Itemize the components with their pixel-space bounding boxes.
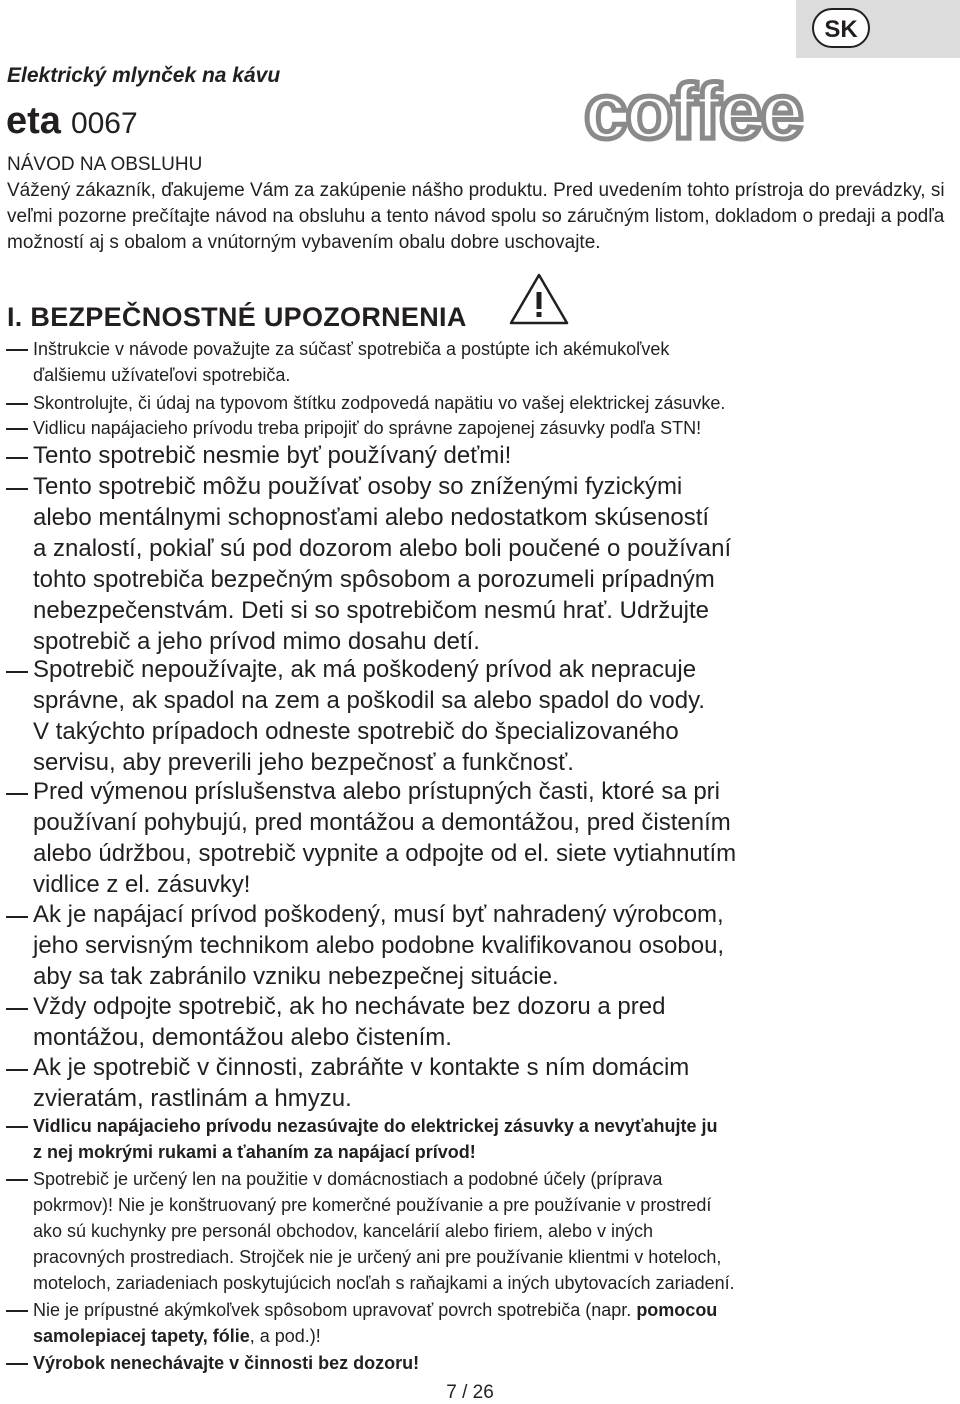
item-text: Spotrebič nepoužívajte, ak má poškodený prívod ak nepracuje správne, ak spadol na zem a poškodil sa alebo spadol do vody. V takýchto prípadoch odneste spotrebič do špecializovaného servisu, aby preverili jeho bezpečnosť a funkčnosť. — [33, 656, 705, 776]
dash-bullet — [6, 488, 28, 490]
item-text: Vidlicu napájacieho prívodu treba pripojiť do správne zapojenej zásuvky podľa STN! — [33, 418, 702, 438]
language-badge: SK — [812, 8, 870, 48]
brand-name: eta — [6, 100, 61, 142]
dash-bullet — [6, 1126, 28, 1128]
item-text: Vidlicu napájacieho prívodu nezasúvajte do elektrickej zásuvky a nevyťahujte ju z nej mokrými rukami a ťahaním za napájací prívod! — [33, 1116, 718, 1162]
intro — [7, 152, 947, 256]
item-text: Inštrukcie v návode považujte za súčasť spotrebiča a postúpte ich akémukoľvek ďalšiemu užívateľovi spotrebiča. — [33, 339, 670, 385]
item-text: Tento spotrebič nesmie byť používaný deťmi! — [33, 442, 512, 469]
coffee-logo — [584, 76, 860, 148]
dash-bullet — [6, 671, 28, 673]
dash-bullet — [6, 1069, 28, 1071]
item-text: Skontrolujte, či údaj na typovom štítku zodpovedá napätiu vo vašej elektrickej zásuvke. — [33, 393, 726, 413]
dash-bullet — [6, 1179, 28, 1181]
dash-bullet — [6, 403, 28, 405]
item-text-bold: pomocou samolepiacej tapety, fólie — [33, 1300, 718, 1346]
section-title: I. BEZPEČNOSTNÉ UPOZORNENIA — [7, 302, 467, 332]
item-text: Ak je spotrebič v činnosti, zabráňte v kontakte s ním domácim zvieratám, rastlinám a hmyzu. — [33, 1054, 690, 1112]
manual-heading: NÁVOD NA OBSLUHU — [7, 154, 203, 175]
item-text: Pred výmenou príslušenstva alebo prístupných časti, ktoré sa pri používaní pohybujú, pred montážou a demontážou, pred čistením alebo údržbou, spotrebič vypnite a odpojte od el. siete vytiahnutím vidlice z el. zásuvky! — [33, 778, 737, 898]
dash-bullet — [6, 457, 28, 459]
model-title — [6, 100, 138, 143]
warning-triangle-icon — [508, 272, 570, 326]
item-text: Tento spotrebič môžu používať osoby so zníženými fyzickými alebo mentálnymi schopnosťami alebo nedostatkom skúseností a znalostí, pokiaľ sú pod dozorom alebo boli poučené o používaní tohto spotrebiča bezpečným spôsobom a porozumeli prípadným nebezpečenstvám. Deti si so spotrebičom nesmú hrať. Udržujte spotrebič a jeho prívod mimo dosahu detí. — [33, 473, 732, 655]
item-text: Spotrebič je určený len na použitie v domácnostiach a podobné účely (príprava pokrmov)! Nie je konštruovaný pre komerčné používanie a pre používanie v prostredí ako sú kuchynky pre personál obchodov, kancelárií alebo firiem, alebo v iných pracovných prostrediach. Strojček nie je určený ani pre používanie klientmi v hoteloch, moteloch, zariadeniach poskytujúcich nocľah s raňajkami a iných ubytovacích zariadení. — [33, 1169, 735, 1293]
item-text: Ak je napájací prívod poškodený, musí byť nahradený výrobcom, jeho servisným technikom alebo podobne kvalifikovanou osobou, aby sa tak zabránilo vzniku nebezpečnej situácie. — [33, 901, 725, 990]
dash-bullet — [6, 1310, 28, 1312]
intro-text: Vážený zákazník, ďakujeme Vám za zakúpenie nášho produktu. Pred uvedením tohto prístroja do prevádzky, si veľmi pozorne prečítajte návod na obsluhu a tento návod spolu so záručným listom, dokladom o predaji a podľa možností aj s obalom a vnútorným vybavením obalu dobre uschovajte. — [7, 180, 945, 253]
dash-bullet — [6, 793, 28, 795]
dash-bullet — [6, 916, 28, 918]
dash-bullet — [6, 428, 28, 430]
item-text-part: , a pod.)! — [249, 1326, 321, 1346]
svg-text:coffee: coffee — [584, 76, 802, 148]
model-number: 0067 — [70, 107, 138, 140]
dash-bullet — [6, 1008, 28, 1010]
page-number: 7 / 26 — [446, 1382, 494, 1403]
item-text: Vždy odpojte spotrebič, ak ho nechávate bez dozoru a pred montážou, demontážou alebo čistením. — [33, 993, 666, 1051]
item-text-part: Nie je prípustné akýmkoľvek spôsobom upravovať povrch spotrebiča (napr. — [33, 1300, 637, 1320]
dash-bullet — [6, 1363, 28, 1365]
item-text — [33, 1297, 946, 1349]
dash-bullet — [6, 349, 28, 351]
product-subtitle: Elektrický mlynček na kávu — [7, 64, 281, 87]
item-text: Výrobok nenechávajte v činnosti bez dozoru! — [33, 1353, 420, 1373]
